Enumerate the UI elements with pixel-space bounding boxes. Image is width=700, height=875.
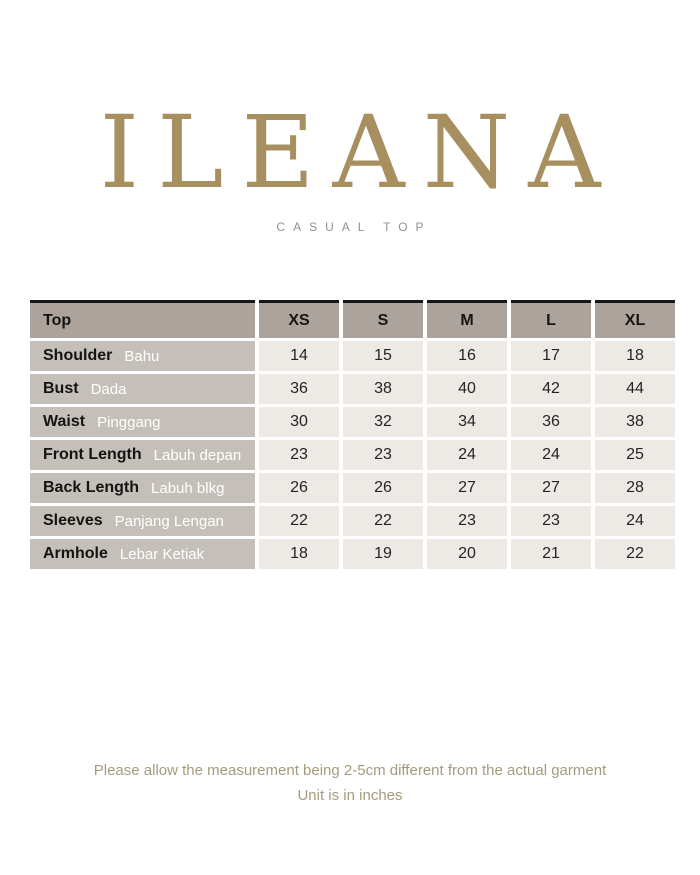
table-header-size-l: L [511, 300, 591, 338]
value-sleeves-xs: 22 [259, 506, 339, 536]
value-waist-m: 34 [427, 407, 507, 437]
row-label-bust [30, 374, 255, 404]
measure-name: Shoulder [43, 347, 113, 364]
footer-note [0, 758, 700, 808]
value-waist-xs: 30 [259, 407, 339, 437]
value-waist-s: 32 [343, 407, 423, 437]
value-armhole-xl: 22 [595, 539, 675, 569]
value-back-length-s: 26 [343, 473, 423, 503]
value-bust-l: 42 [511, 374, 591, 404]
table-header-size-xl: XL [595, 300, 675, 338]
value-sleeves-xl: 24 [595, 506, 675, 536]
measure-name: Front Length [43, 446, 142, 463]
value-back-length-xl: 28 [595, 473, 675, 503]
measure-name-translation: Panjang Lengan [114, 512, 224, 530]
value-shoulder-m: 16 [427, 341, 507, 371]
value-back-length-l: 27 [511, 473, 591, 503]
value-front-length-s: 23 [343, 440, 423, 470]
value-bust-s: 38 [343, 374, 423, 404]
value-shoulder-s: 15 [343, 341, 423, 371]
table-header-size-m: M [427, 300, 507, 338]
value-front-length-xs: 23 [259, 440, 339, 470]
row-label-front-length [30, 440, 255, 470]
value-armhole-s: 19 [343, 539, 423, 569]
row-label-waist [30, 407, 255, 437]
value-bust-m: 40 [427, 374, 507, 404]
value-armhole-xs: 18 [259, 539, 339, 569]
measure-name-translation: Labuh depan [153, 446, 242, 464]
value-shoulder-l: 17 [511, 341, 591, 371]
value-sleeves-s: 22 [343, 506, 423, 536]
value-armhole-l: 21 [511, 539, 591, 569]
measure-name-translation: Lebar Ketiak [119, 545, 205, 563]
table-header-top: Top [30, 300, 255, 338]
table-header-size-xs: XS [259, 300, 339, 338]
measure-name: Back Length [43, 479, 140, 496]
row-label-armhole [30, 539, 255, 569]
measure-name-translation: Pinggang [97, 413, 161, 431]
row-label-shoulder [30, 341, 255, 371]
value-front-length-m: 24 [427, 440, 507, 470]
measure-name: Waist [43, 413, 86, 430]
value-bust-xl: 44 [595, 374, 675, 404]
measure-name-translation: Dada [90, 380, 127, 398]
value-sleeves-l: 23 [511, 506, 591, 536]
value-bust-xs: 36 [259, 374, 339, 404]
measure-name-translation: Labuh blkg [151, 479, 225, 497]
footer-note-line1: Please allow the measurement being 2-5cm different from the actual garment [93, 762, 607, 779]
size-table [30, 300, 675, 569]
table-header-size-s: S [343, 300, 423, 338]
value-front-length-xl: 25 [595, 440, 675, 470]
row-label-sleeves [30, 506, 255, 536]
measure-name-translation: Bahu [124, 347, 160, 365]
measure-name: Armhole [43, 545, 108, 562]
value-back-length-m: 27 [427, 473, 507, 503]
value-armhole-m: 20 [427, 539, 507, 569]
value-waist-l: 36 [511, 407, 591, 437]
measure-name: Sleeves [43, 512, 103, 529]
row-label-back-length [30, 473, 255, 503]
brand-title: ILEANA [99, 94, 619, 211]
value-back-length-xs: 26 [259, 473, 339, 503]
value-shoulder-xs: 14 [259, 341, 339, 371]
value-waist-xl: 38 [595, 407, 675, 437]
value-sleeves-m: 23 [427, 506, 507, 536]
measure-name: Bust [43, 380, 79, 397]
value-shoulder-xl: 18 [595, 341, 675, 371]
footer-note-line2: Unit is in inches [297, 787, 403, 804]
brand-subtitle: CASUAL TOP [276, 220, 432, 234]
value-front-length-l: 24 [511, 440, 591, 470]
